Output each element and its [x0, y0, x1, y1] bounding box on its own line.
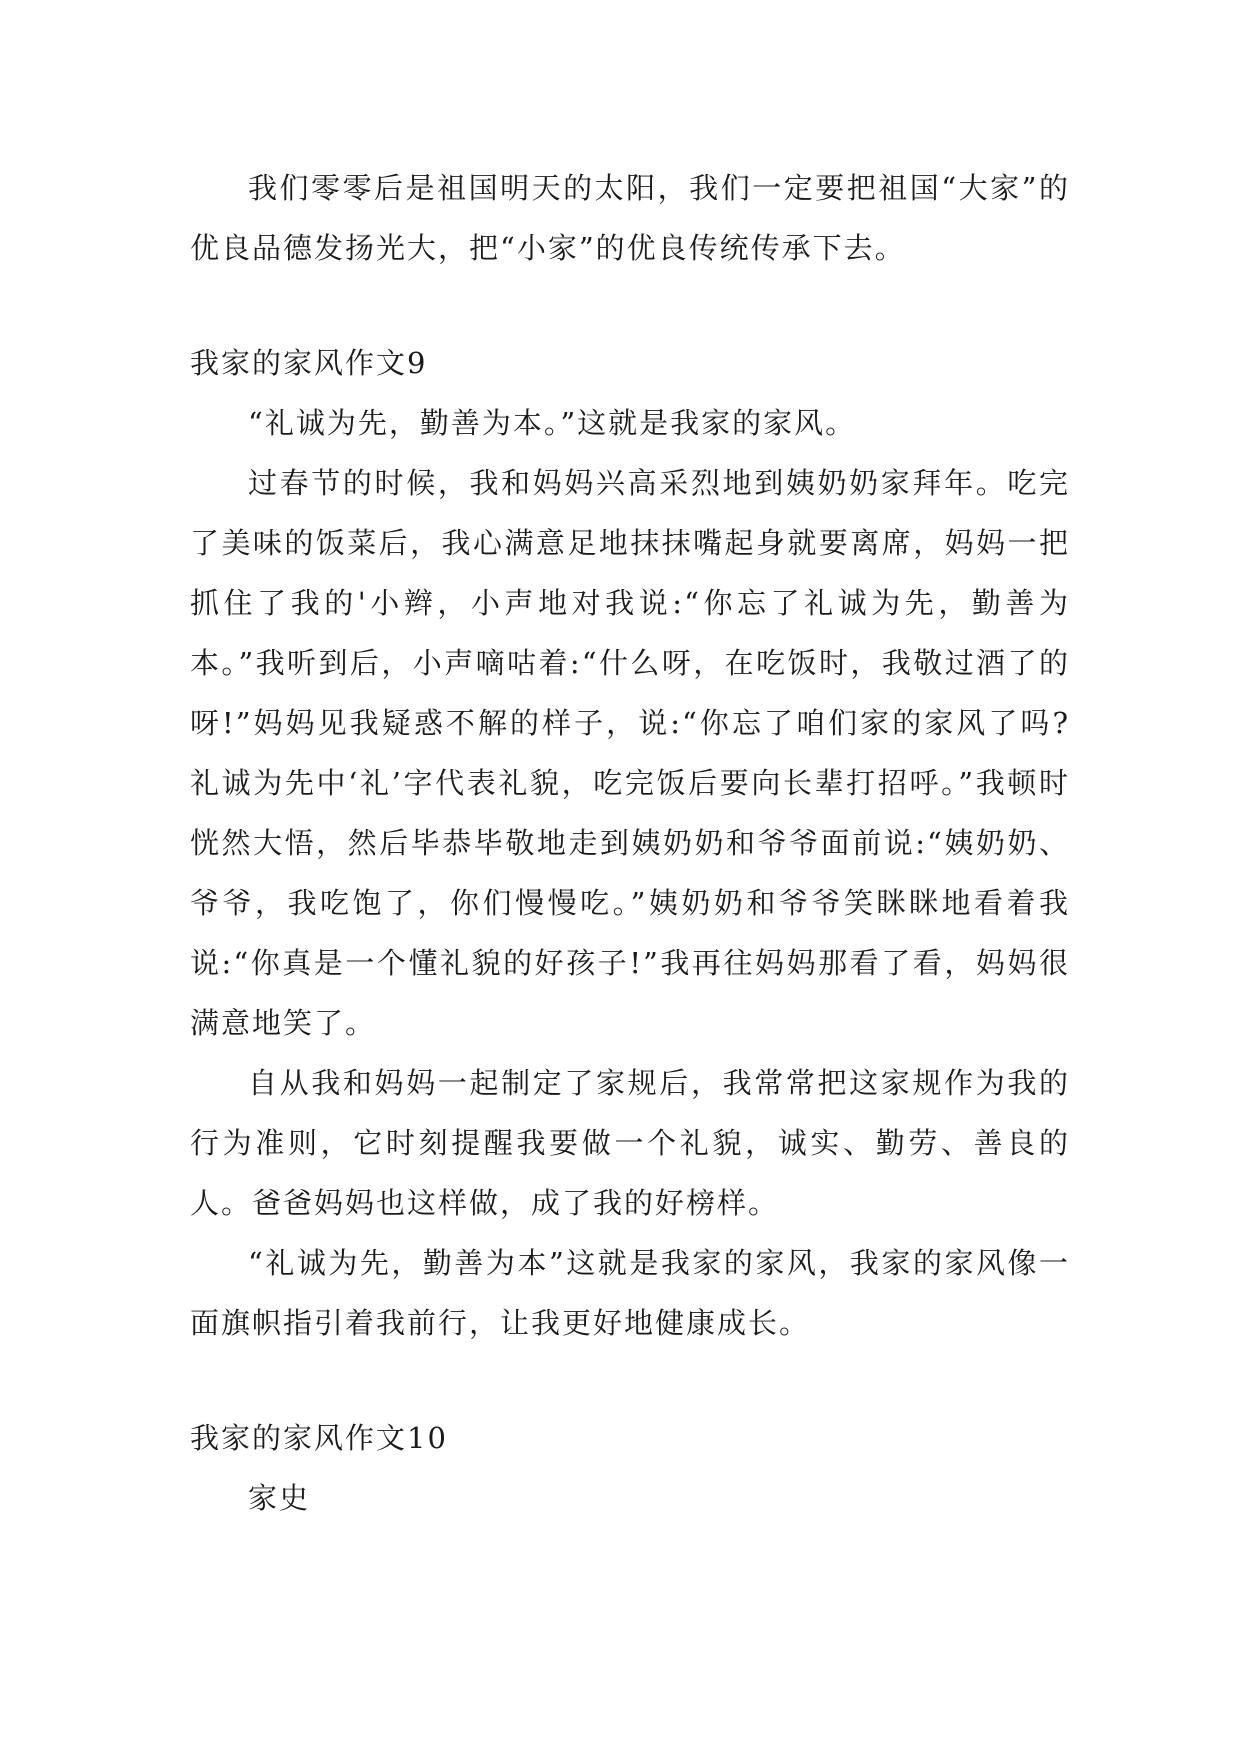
section-gap	[190, 278, 1070, 333]
essay-9-paragraph-4: “礼诚为先，勤善为本”这就是我家的家风，我家的家风像一面旗帜指引着我前行，让我更好地健康成长。	[190, 1246, 1070, 1340]
essay-9-paragraph-1: “礼诚为先，勤善为本。”这就是我家的家风。	[248, 406, 857, 440]
essay-9-title: 我家的家风作文9	[190, 346, 428, 380]
essay-10-paragraph-1: 家史	[248, 1481, 311, 1515]
document-body	[190, 158, 1070, 1528]
essay-10-title: 我家的家风作文10	[190, 1421, 448, 1455]
section-gap	[190, 1353, 1070, 1408]
essay-9-paragraph-3: 自从我和妈妈一起制定了家规后，我常常把这家规作为我的行为准则，它时刻提醒我要做一个礼貌，诚实、勤劳、善良的人。爸爸妈妈也这样做，成了我的好榜样。	[190, 1066, 1070, 1220]
intro-paragraph: 我们零零后是祖国明天的太阳，我们一定要把祖国“大家”的优良品德发扬光大，把“小家”的优良传统传承下去。	[190, 171, 1070, 265]
essay-9-paragraph-2: 过春节的时候，我和妈妈兴高采烈地到姨奶奶家拜年。吃完了美味的饭菜后，我心满意足地抹抹嘴起身就要离席，妈妈一把抓住了我的'小辫，小声地对我说:“你忘了礼诚为先，勤善为本。”我听到后，小声嘀咕着:“什么呀，在吃饭时，我敬过酒了的呀!”妈妈见我疑惑不解的样子，说:“你忘了咱们家的家风了吗?礼诚为先中‘礼’字代表礼貌，吃完饭后要向长辈打招呼。”我顿时恍然大悟，然后毕恭毕敬地走到姨奶奶和爷爷面前说:“姨奶奶、爷爷，我吃饱了，你们慢慢吃。”姨奶奶和爷爷笑眯眯地看着我说:“你真是一个懂礼貌的好孩子!”我再往妈妈那看了看，妈妈很满意地笑了。	[190, 466, 1070, 1040]
